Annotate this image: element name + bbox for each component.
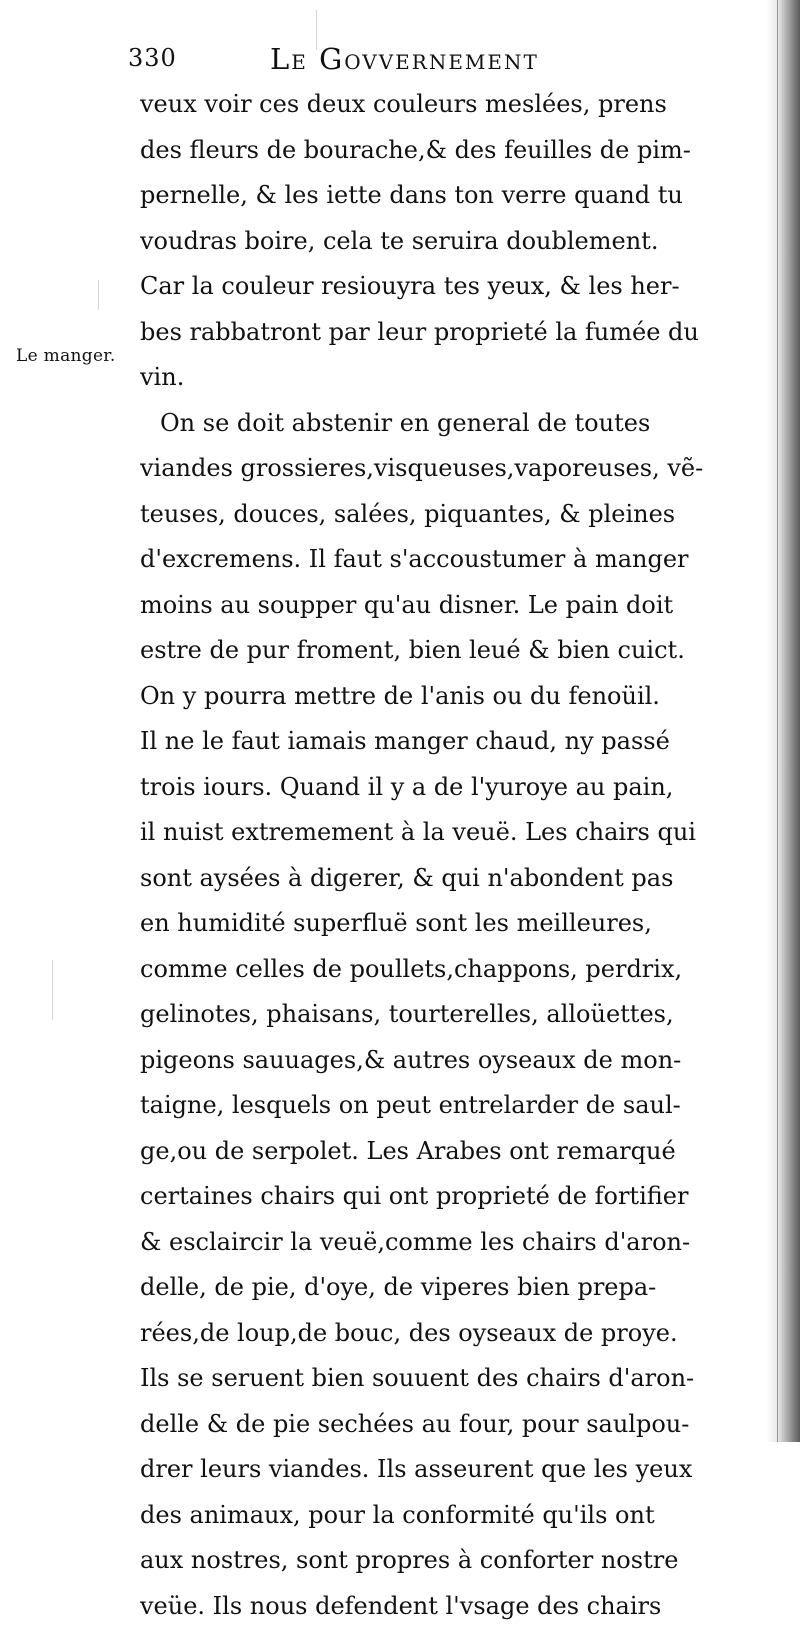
text-line: veux voir ces deux couleurs meslées, prens bbox=[140, 82, 710, 128]
text-line: bes rabbatront par leur proprieté la fumée du bbox=[140, 310, 710, 356]
page-number: 330 bbox=[128, 44, 177, 72]
running-head: Le Govvernement bbox=[270, 42, 539, 76]
margin-note: Le manger. bbox=[16, 346, 116, 366]
text-line: moins au soupper qu'au disner. Le pain doit bbox=[140, 583, 710, 629]
text-line: pigeons sauuages,& autres oyseaux de mon- bbox=[140, 1038, 710, 1084]
text-line: drer leurs viandes. Ils asseurent que les yeux bbox=[140, 1447, 710, 1493]
text-line: Ils se seruent bien souuent des chairs d'aron- bbox=[140, 1356, 710, 1402]
text-line: sont aysées à digerer, & qui n'abondent pas bbox=[140, 856, 710, 902]
text-line: des animaux, pour la conformité qu'ils ont bbox=[140, 1493, 710, 1539]
text-line: delle & de pie sechées au four, pour saulpou- bbox=[140, 1402, 710, 1448]
text-line: Car la couleur resiouyra tes yeux, & les her- bbox=[140, 264, 710, 310]
text-line: gelinotes, phaisans, tourterelles, alloüettes, bbox=[140, 992, 710, 1038]
text-line: viandes grossieres,visqueuses,vaporeuses, vẽ- bbox=[140, 446, 710, 492]
text-line: veüe. Ils nous defendent l'vsage des chairs bbox=[140, 1584, 710, 1629]
text-line: d'excremens. Il faut s'accoustumer à manger bbox=[140, 537, 710, 583]
show-through-mark bbox=[52, 960, 53, 1020]
show-through-mark bbox=[98, 280, 99, 310]
text-line: ge,ou de serpolet. Les Arabes ont remarqué bbox=[140, 1129, 710, 1175]
body-text bbox=[140, 82, 710, 1629]
text-line: des fleurs de bourache,& des feuilles de pim- bbox=[140, 128, 710, 174]
text-line: estre de pur froment, bien leué & bien cuict. bbox=[140, 628, 710, 674]
text-line: trois iours. Quand il y a de l'yuroye au pain, bbox=[140, 765, 710, 811]
page-edge-line bbox=[777, 0, 778, 1442]
text-line: taigne, lesquels on peut entrelarder de saul- bbox=[140, 1083, 710, 1129]
text-line: delle, de pie, d'oye, de viperes bien prepa- bbox=[140, 1265, 710, 1311]
text-line: certaines chairs qui ont proprieté de fortifier bbox=[140, 1174, 710, 1220]
text-line: en humidité superfluë sont les meilleures, bbox=[140, 901, 710, 947]
text-line: On y pourra mettre de l'anis ou du fenoüil. bbox=[140, 674, 710, 720]
text-line: teuses, douces, salées, piquantes, & pleines bbox=[140, 492, 710, 538]
text-line: vin. bbox=[140, 355, 710, 401]
text-line: aux nostres, sont propres à conforter nostre bbox=[140, 1538, 710, 1584]
page-edge-shadow bbox=[766, 0, 800, 1442]
text-line: & esclaircir la veuë,comme les chairs d'aron- bbox=[140, 1220, 710, 1266]
text-line: On se doit abstenir en general de toutes bbox=[140, 401, 710, 447]
text-line: pernelle, & les iette dans ton verre quand tu bbox=[140, 173, 710, 219]
text-line: comme celles de poullets,chappons, perdrix, bbox=[140, 947, 710, 993]
text-line: il nuist extremement à la veuë. Les chairs qui bbox=[140, 810, 710, 856]
text-line: rées,de loup,de bouc, des oyseaux de proye. bbox=[140, 1311, 710, 1357]
text-line: Il ne le faut iamais manger chaud, ny passé bbox=[140, 719, 710, 765]
text-line: voudras boire, cela te seruira doublement. bbox=[140, 219, 710, 265]
